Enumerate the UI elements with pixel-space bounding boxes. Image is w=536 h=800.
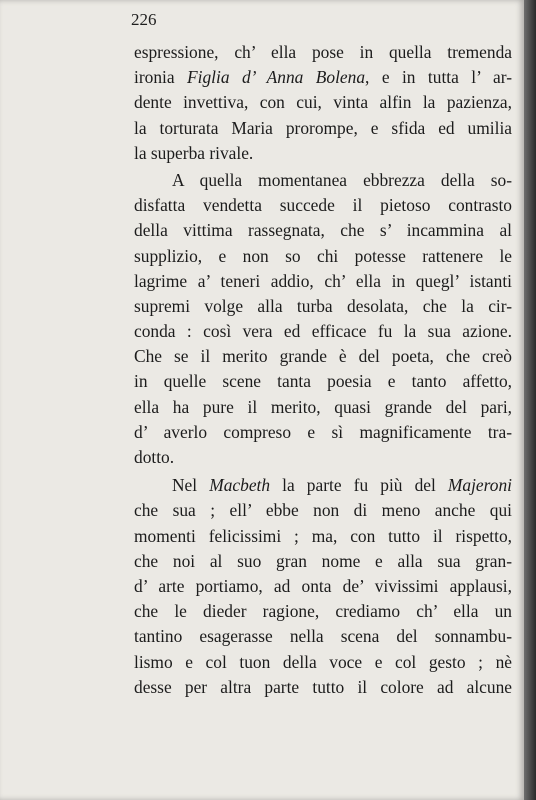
text-line: la torturata Maria prorompe, e sfida ed umilia [134,117,512,138]
text-line: supremi volge alla turba desolata, che la cir- [134,295,512,316]
text-line: che noi al suo gran nome e alla sua gran- [134,550,512,571]
text-line: supplizio, e non so chi potesse rattenere le [134,245,512,266]
text-fragment: , e in tutta l’ ar- [365,67,512,88]
page-edge-shadow [524,0,536,800]
text-line: d’ arte portiamo, ad onta de’ vivissimi applausi, [134,575,512,596]
text-line: lismo e col tuon della voce e col gesto ; nè [134,651,512,672]
text-line: ella ha pure il merito, quasi grande del pari, [134,396,512,417]
text-line [134,473,512,498]
text-line: momenti felicissimi ; ma, con tutto il rispetto, [134,525,512,546]
italic-title: Macbeth [209,475,271,496]
text-line: Che se il merito grande è del poeta, che creò [134,346,512,367]
page-number: 226 [131,10,157,29]
body-text [134,40,512,700]
text-fragment: Nel [172,475,210,496]
text-line: dente invettiva, con cui, vinta alfin la pazienza, [134,92,512,113]
text-line: disfatta vendetta succede il pietoso contrasto [134,195,512,216]
text-line: desse per altra parte tutto il colore ad alcune [134,676,512,697]
italic-title: Figlia d’ Anna Bolena [187,67,366,88]
text-line: la superba rivale. [134,142,254,163]
italic-name: Majeroni [447,475,512,496]
text-line: in quelle scene tanta poesia e tanto affetto, [134,371,512,392]
text-line: che sua ; ell’ ebbe non di meno anche qui [134,500,512,521]
text-line [134,65,512,90]
text-line: conda : così vera ed efficace fu la sua azione. [134,321,512,342]
text-line: dotto. [134,447,175,467]
text-line: A quella momentanea ebbrezza della so- [172,169,512,190]
text-line: d’ averlo compreso e sì magnificamente tra- [134,421,512,442]
text-line: della vittima rassegnata, che s’ incammina al [134,220,512,241]
text-line: lagrime a’ teneri addio, ch’ ella in quegl’ istanti [134,270,512,291]
text-line: che le dieder ragione, crediamo ch’ ella un [134,601,512,622]
text-fragment: la parte fu più del [270,475,448,496]
text-fragment: ironia [134,67,187,88]
text-line: tantino esagerasse nella scena del sonnambu- [134,626,512,647]
text-line: espressione, ch’ ella pose in quella tremenda [134,42,512,62]
